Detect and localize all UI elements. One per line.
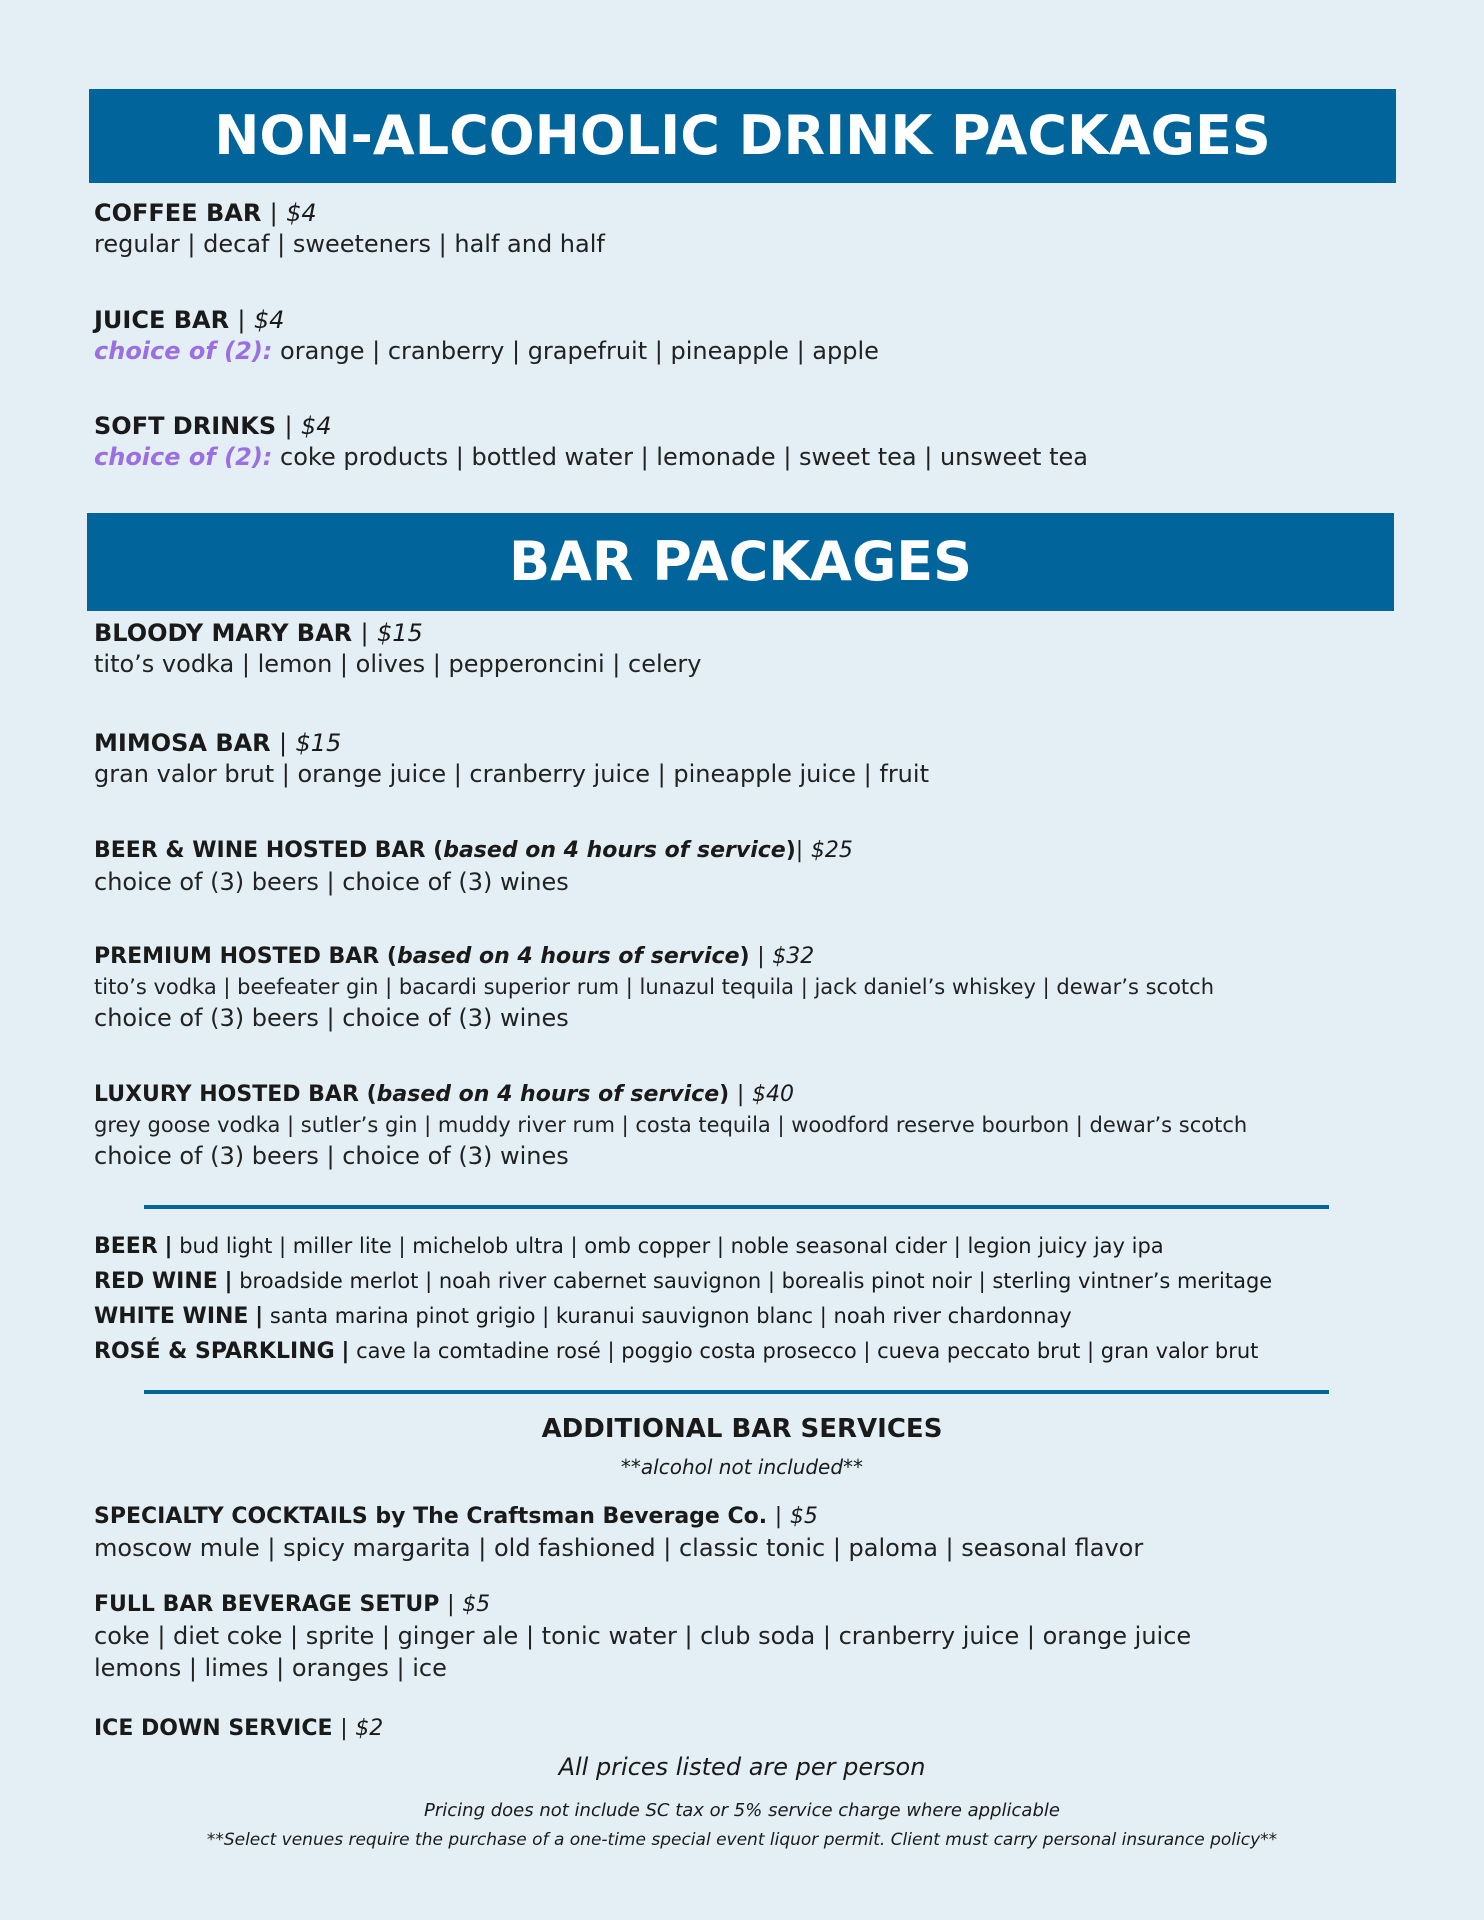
package-description: tito’s vodka | lemon | olives | pepperoncini | celery [94,650,702,678]
package-description: moscow mule | spicy margarita | old fashioned | classic tonic | paloma | seasonal flavor [94,1534,1144,1562]
package-price: $15 [376,619,423,647]
package-price: $15 [295,729,342,757]
package-description: choice of (3) beers | choice of (3) wines [94,1142,569,1170]
package-name: SOFT DRINKS [94,412,277,440]
row-label: RED WINE [94,1269,218,1294]
package-name: MIMOSA BAR [94,729,271,757]
package-price: $4 [253,306,285,334]
specialty-cocktails: SPECIALTY COCKTAILS by The Craftsman Beverage Co. | $5 moscow mule | spicy margarita | old fashioned | classic tonic | paloma | seasonal flavor [94,1504,1144,1562]
additional-subtitle: **alcohol not included** [620,1455,864,1479]
selections-list [94,1229,1272,1369]
full-bar-setup: FULL BAR BEVERAGE SETUP | $5 coke | diet coke | sprite | ginger ale | tonic water | club soda | cranberry juice | orange juice lemons | limes | oranges | ice [94,1592,1192,1682]
package-price: $4 [300,412,332,440]
package-description: regular | decaf | sweeteners | half and half [94,230,605,258]
package-description: choice of (3) beers | choice of (3) wines [94,1004,569,1032]
permit-note: **Select venues require the purchase of a one-time special event liquor permit. Client must carry personal insurance policy** [206,1830,1278,1850]
ice-down-service: ICE DOWN SERVICE | $2 [94,1716,384,1741]
package-description: coke products | bottled water | lemonade | sweet tea | unsweet tea [280,443,1088,471]
row-label: BEER [94,1234,158,1259]
white-wine-row: WHITE WINE | santa marina pinot grigio | kuranui sauvignon blanc | noah river chardonnay [94,1304,1072,1329]
beer-row: BEER | bud light | miller lite | michelob ultra | omb copper | noble seasonal cider | legion juicy jay ipa [94,1234,1164,1259]
luxury-package: LUXURY HOSTED BAR (based on 4 hours of service) | $40 grey goose vodka | sutler’s gin | muddy river rum | costa tequila | woodford reserve bourbon | dewar’s scotch choice of (3) beers | choice of (3) wines [94,1082,1248,1170]
choice-label: choice of (2): [94,337,273,365]
package-price: $2 [355,1716,384,1741]
package-spirits: tito’s vodka | beefeater gin | bacardi superior rum | lunazul tequila | jack daniel’s whiskey | dewar’s scotch [94,975,1215,999]
package-name: LUXURY HOSTED BAR [94,1082,359,1107]
package-price: $5 [462,1592,491,1617]
package-name: ICE DOWN SERVICE [94,1716,333,1741]
package-price: $5 [789,1504,818,1529]
divider [144,1205,1329,1209]
red-wine-row: RED WINE | broadside merlot | noah river cabernet sauvignon | borealis pinot noir | sterling vintner’s meritage [94,1269,1273,1294]
row-items: bud light | miller lite | michelob ultra | omb copper | noble seasonal cider | legion juicy jay ipa [179,1234,1164,1258]
row-items: santa marina pinot grigio | kuranui sauvignon blanc | noah river chardonnay [269,1304,1072,1328]
premium-package: PREMIUM HOSTED BAR (based on 4 hours of service) | $32 tito’s vodka | beefeater gin | bacardi superior rum | lunazul tequila | jack daniel’s whiskey | dewar’s scotch choice of (3) beers | choice of (3) wines [94,944,1215,1032]
package-spirits: grey goose vodka | sutler’s gin | muddy river rum | costa tequila | woodford reserve bourbon | dewar’s scotch [94,1113,1248,1137]
soft-drinks-package: SOFT DRINKS | $4 choice of (2): coke products | bottled water | lemonade | sweet tea | unsweet tea [94,412,1088,471]
row-label: ROSÉ & SPARKLING [94,1339,335,1364]
package-price: $40 [751,1082,794,1107]
coffee-bar-package: COFFEE BAR | $4 regular | decaf | sweeteners | half and half [94,199,605,258]
package-description: coke | diet coke | sprite | ginger ale | tonic water | club soda | cranberry juice | orange juice [94,1622,1192,1650]
choice-label: choice of (2): [94,443,273,471]
package-name: COFFEE BAR [94,199,262,227]
non-alcoholic-title: NON-ALCOHOLIC DRINK PACKAGES [89,89,1396,183]
package-name: BEER & WINE HOSTED BAR [94,838,426,863]
divider [144,1390,1329,1394]
row-label: WHITE WINE [94,1304,249,1329]
mimosa-package: MIMOSA BAR | $15 gran valor brut | orange juice | cranberry juice | pineapple juice | fruit [94,729,929,788]
row-items: cave la comtadine rosé | poggio costa prosecco | cueva peccato brut | gran valor brut [356,1339,1259,1363]
bar-packages-title: BAR PACKAGES [87,513,1394,611]
juice-bar-package: JUICE BAR | $4 choice of (2): orange | cranberry | grapefruit | pineapple | apple [94,306,879,365]
package-description: orange | cranberry | grapefruit | pineapple | apple [280,337,879,365]
package-qualifier: based on 4 hours of service [443,838,786,863]
package-price: $25 [810,838,853,863]
package-name: SPECIALTY COCKTAILS by The Craftsman Beverage Co. [94,1504,768,1529]
package-qualifier: based on 4 hours of service [396,944,740,969]
bloody-mary-package: BLOODY MARY BAR | $15 tito’s vodka | lemon | olives | pepperoncini | celery [94,619,702,678]
package-price: $4 [286,199,317,227]
package-description: gran valor brut | orange juice | cranberry juice | pineapple juice | fruit [94,760,929,788]
package-price: $32 [772,944,815,969]
package-name: FULL BAR BEVERAGE SETUP [94,1592,440,1617]
tax-note: Pricing does not include SC tax or 5% service charge where applicable [424,1800,1060,1821]
per-person-note: All prices listed are per person [558,1753,926,1781]
package-name: JUICE BAR [94,306,230,334]
rose-sparkling-row: ROSÉ & SPARKLING | cave la comtadine rosé | poggio costa prosecco | cueva peccato brut | gran valor brut [94,1339,1259,1364]
package-name: BLOODY MARY BAR [94,619,353,647]
package-description: choice of (3) beers | choice of (3) wines [94,868,569,896]
row-items: broadside merlot | noah river cabernet sauvignon | borealis pinot noir | sterling vintner’s meritage [239,1269,1273,1293]
beer-wine-package: BEER & WINE HOSTED BAR (based on 4 hours of service)| $25 choice of (3) beers | choice of (3) wines [94,838,853,896]
package-description-2: lemons | limes | oranges | ice [94,1654,447,1682]
package-qualifier: based on 4 hours of service [376,1082,720,1107]
additional-title: ADDITIONAL BAR SERVICES [541,1414,943,1444]
package-name: PREMIUM HOSTED BAR [94,944,380,969]
